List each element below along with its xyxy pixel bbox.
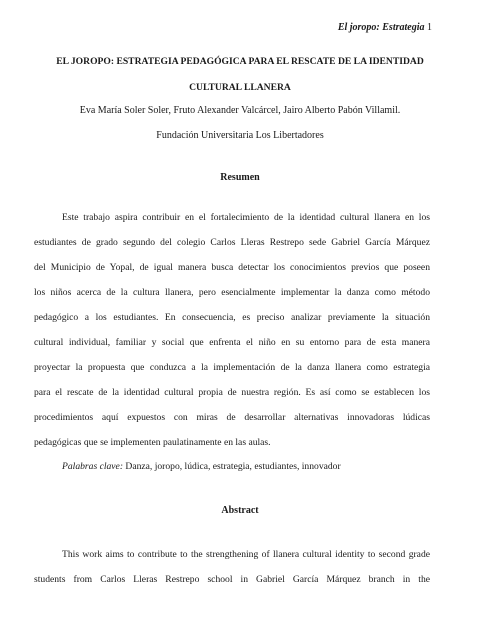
resumen-line: pedagógicas que se implementen paulatinamente en las aulas.	[34, 437, 271, 448]
resumen-line: cultural individual, familiar y social que enfrenta el niño en su entorno para de esta manera	[34, 337, 430, 348]
institution: Fundación Universitaria Los Libertadores	[156, 130, 324, 141]
resumen-line: los niños acerca de la cultura llanera, pero esencialmente implementar la danza como método	[34, 287, 430, 298]
author-list: Eva María Soler Soler, Fruto Alexander Valcárcel, Jairo Alberto Pabón Villamil.	[79, 105, 401, 116]
abstract-line: This work aims to contribute to the strengthening of llanera cultural identity to second grade	[62, 549, 430, 560]
paper-title-line-1: EL JOROPO: ESTRATEGIA PEDAGÓGICA PARA EL RESCATE DE LA IDENTIDAD	[56, 56, 424, 67]
keywords	[62, 461, 341, 473]
resumen-heading: Resumen	[220, 172, 260, 183]
keywords-text: Danza, joropo, lúdica, estrategia, estudiantes, innovador	[123, 461, 341, 472]
keywords-label: Palabras clave:	[62, 461, 124, 472]
running-head-title: El joropo: Estrategia	[337, 22, 425, 33]
resumen-line: Este trabajo aspira contribuir en el fortalecimiento de la identidad cultural llanera en los	[62, 212, 430, 223]
resumen-line: pedagógico a los estudiantes. En consecuencia, es preciso analizar previamente la situación	[34, 312, 430, 323]
resumen-line: estudiantes de grado segundo del colegio Carlos Lleras Restrepo sede Gabriel García Márquez	[34, 237, 430, 248]
abstract-line: students from Carlos Lleras Restrepo school in Gabriel García Márquez branch in the	[34, 574, 430, 585]
abstract-heading: Abstract	[221, 505, 259, 516]
page-number: 1	[427, 22, 432, 33]
paper-title-line-2: CULTURAL LLANERA	[189, 82, 291, 93]
resumen-line: proyectar la propuesta que conduzca a la implementación de la danza llanera como estrategia	[34, 362, 430, 373]
resumen-line: procedimientos aquí expuestos con miras de desarrollar alternativas innovadoras lúdicas	[34, 412, 430, 423]
resumen-line: para el rescate de la identidad cultural propia de nuestra región. Es así como se establecen los	[34, 387, 430, 398]
running-head	[338, 22, 432, 34]
resumen-line: del Municipio de Yopal, de igual manera busca detectar los conocimientos previos que poseen	[34, 262, 430, 273]
